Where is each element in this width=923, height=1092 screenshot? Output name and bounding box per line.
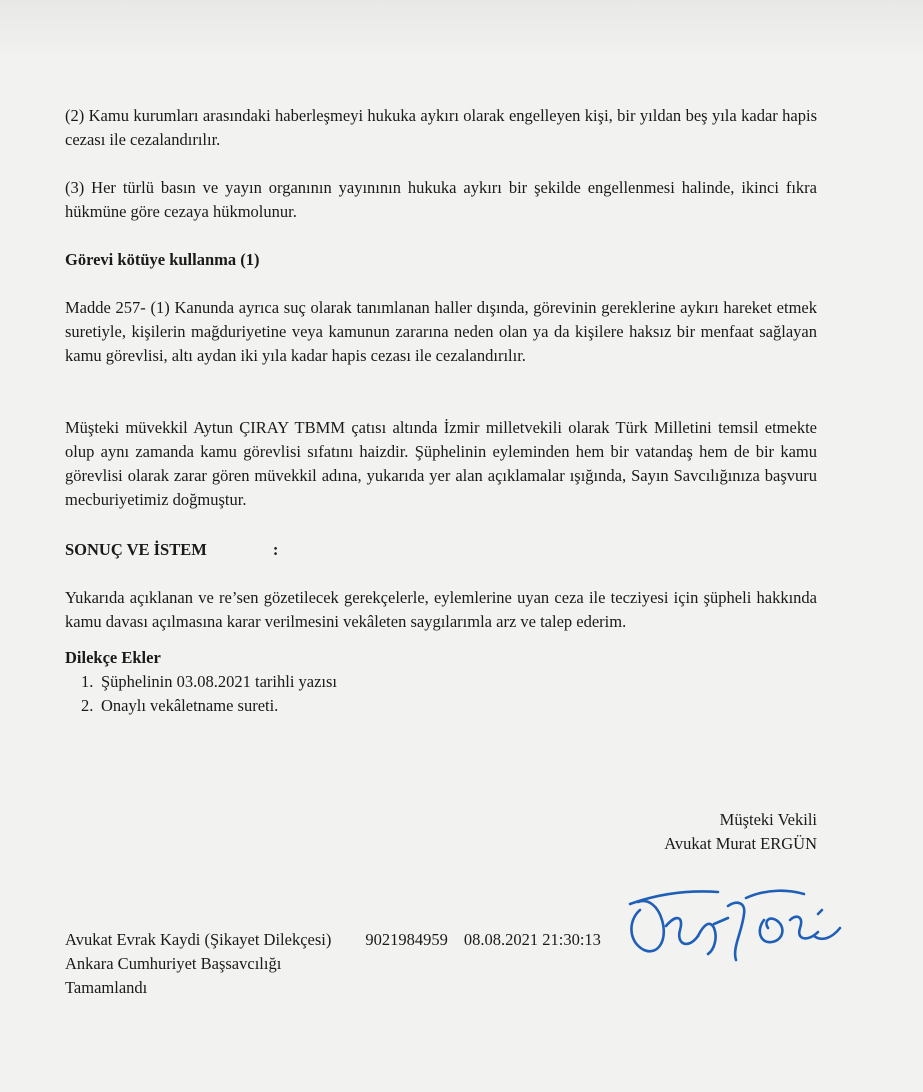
- handwritten-signature: [618, 880, 848, 970]
- list-item: 1. Şüphelinin 03.08.2021 tarihli yazısı: [81, 672, 338, 691]
- heading-sonuc: [65, 538, 817, 562]
- paragraph-3: (3) Her türlü basın ve yayın organının yayınının hukuka aykırı bir şekilde engellenmesi halinde, ikinci fıkra hükmüne göre cezaya hükmolunur.: [65, 178, 817, 221]
- vekil-name: Avukat Murat ERGÜN: [664, 834, 817, 853]
- kayit-status: Tamamlandı: [65, 978, 148, 997]
- sonuc-colon: :: [272, 540, 279, 559]
- kayit-office: Ankara Cumhuriyet Başsavcılığı: [65, 954, 282, 973]
- paragraph-madde-257: Madde 257- (1) Kanunda ayrıca suç olarak tanımlanan haller dışında, görevinin gereklerine aykırı hareket etmek suretiyle, kişilerin mağduriyetine veya kamunun zararına neden olan ya da kişilere haksız bir menfaat sağlayan kamu görevlisi, altı aydan iki yıla kadar hapis cezası ile cezalandırılır.: [65, 298, 817, 365]
- heading-gorevi-kotuye: Görevi kötüye kullanma (1): [65, 250, 260, 269]
- vekil-role: Müşteki Vekili: [719, 810, 817, 829]
- paragraph-musteki: Müşteki müvekkil Aytun ÇIRAY TBMM çatısı altında İzmir milletvekili olarak Türk Milletini temsil etmekte olup aynı zamanda kamu görevlisi sıfatını haizdir. Şüphelinin eyleminden hem bir vatandaş hem de bir kamu görevlisi olarak zarar gören müvekkil adına, yukarıda yer alan açıklamalar ışığında, Sayın Savcılığınıza başvuru mecburiyetimiz doğmuştur.: [65, 418, 817, 509]
- signature-block: [664, 808, 817, 856]
- list-item: 2. Onaylı vekâletname sureti.: [81, 696, 279, 715]
- ekler-list: [65, 670, 817, 718]
- page-top-edge: [0, 0, 923, 60]
- kayit-number: 9021984959: [365, 930, 448, 949]
- document-body: [65, 104, 817, 718]
- paragraph-2: (2) Kamu kurumları arasındaki haberleşmeyi hukuka aykırı olarak engelleyen kişi, bir yıldan beş yıla kadar hapis cezası ile cezalandırılır.: [65, 106, 817, 149]
- paragraph-istem: Yukarıda açıklanan ve re’sen gözetilecek gerekçelerle, eylemlerine uyan ceza ile tecziyesi için şüpheli hakkında kamu davası açılmasına karar verilmesini vekâleten saygılarımla arz ve talep ederim.: [65, 588, 817, 631]
- evrak-kayit: [65, 928, 601, 1000]
- kayit-datetime: 08.08.2021 21:30:13: [463, 930, 601, 949]
- sonuc-title: SONUÇ VE İSTEM: [65, 540, 207, 559]
- kayit-label: Avukat Evrak Kaydi (Şikayet Dilekçesi): [65, 930, 332, 949]
- ekler-title: Dilekçe Ekler: [65, 648, 161, 667]
